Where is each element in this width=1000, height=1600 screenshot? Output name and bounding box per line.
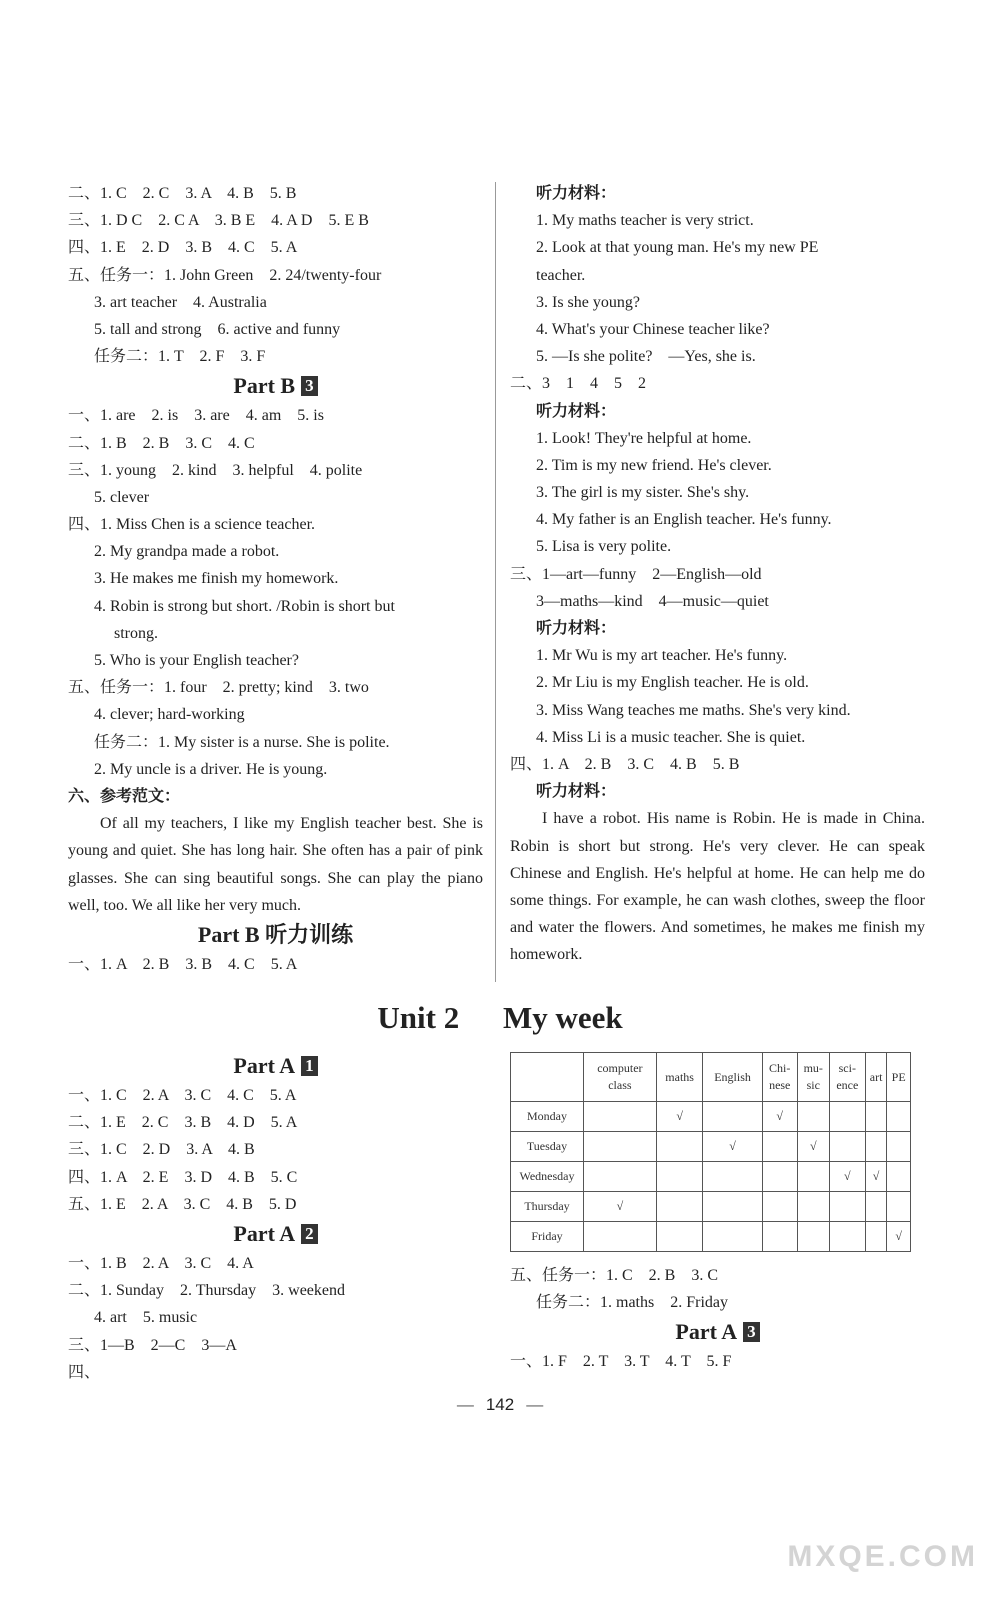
answer-line: 4. Robin is strong but short. /Robin is short but (94, 597, 395, 615)
part-title: Part A (675, 1319, 738, 1345)
answer-line: 听力材料： (536, 402, 617, 420)
answer-line: 2. Tim is my new friend. He's clever. (536, 456, 772, 474)
answer-line: 二、1. E 2. C 3. B 4. D 5. A (68, 1114, 298, 1132)
schedule-cell (829, 1192, 865, 1222)
answer-line: strong. (114, 624, 158, 642)
unit2-right-answers (510, 1262, 925, 1376)
part-heading (510, 1316, 925, 1348)
answer-line: 2. My grandpa made a robot. (94, 543, 280, 561)
answer-line: 5. Who is your English teacher? (94, 652, 299, 669)
unit2-right-column (510, 1052, 925, 1376)
answer-line: 一、1. A 2. B 3. B 4. C 5. A (68, 955, 298, 973)
answer-line: 5. tall and strong 6. active and funny (94, 320, 341, 338)
answer-line: 任务二：1. My sister is a nurse. She is polite. (94, 733, 390, 751)
part-number-badge: 3 (743, 1322, 760, 1342)
part-number-badge: 1 (301, 1056, 318, 1076)
schedule-row (511, 1192, 911, 1222)
schedule-day: Tuesday (511, 1132, 584, 1162)
schedule-cell (887, 1102, 911, 1132)
answer-line: 3—maths—kind 4—music—quiet (536, 592, 769, 610)
answer-line: 四、 (68, 1363, 101, 1381)
schedule-cell (865, 1102, 886, 1132)
schedule-subject-header: Chi- nese (762, 1053, 797, 1102)
answer-line: 5. Lisa is very polite. (536, 538, 672, 556)
schedule-cell (584, 1132, 657, 1162)
paragraph: Of all my teachers, I like my English teacher best. She is young and quiet. She has long hair. She often has a pair of pink glasses. She can sing beautiful songs. She can play the piano well, too. We all like her very much. (68, 815, 483, 914)
schedule-table (510, 1052, 911, 1252)
schedule-subject-header: art (865, 1053, 886, 1102)
schedule-row (511, 1132, 911, 1162)
answer-line: 一、1. F 2. T 3. T 4. T 5. F (510, 1353, 732, 1371)
part-title: Part A (233, 1220, 296, 1246)
unit-heading (0, 1000, 1000, 1036)
schedule-cell (887, 1132, 911, 1162)
answer-line: 四、1. A 2. B 3. C 4. B 5. B (510, 755, 740, 773)
answer-line: 1. My maths teacher is very strict. (536, 212, 754, 230)
answer-line: 2. Mr Liu is my English teacher. He is old. (536, 674, 809, 692)
answer-line: 二、1. Sunday 2. Thursday 3. weekend (68, 1282, 346, 1300)
answer-line: 二、1. C 2. C 3. A 4. B 5. B (68, 185, 297, 202)
schedule-subject-header: PE (887, 1053, 911, 1102)
schedule-subject-header: sci- ence (829, 1053, 865, 1102)
column-divider (495, 182, 496, 982)
answer-line: 听力材料： (536, 185, 617, 202)
schedule-subject-header: computer class (584, 1053, 657, 1102)
answer-line: 二、3 1 4 5 2 (510, 375, 647, 393)
answer-line: 3. Miss Wang teaches me maths. She's very kind. (536, 701, 851, 719)
schedule-cell (887, 1192, 911, 1222)
schedule-cell (865, 1132, 886, 1162)
answer-line: 三、1. D C 2. C A 3. B E 4. A D 5. E B (68, 212, 369, 230)
schedule-corner (511, 1053, 584, 1102)
schedule-row (511, 1222, 911, 1252)
schedule-check-mark: √ (887, 1222, 911, 1252)
schedule-row (511, 1162, 911, 1192)
answer-line: 三、1. young 2. kind 3. helpful 4. polite (68, 461, 363, 479)
answer-line: 四、1. Miss Chen is a science teacher. (68, 516, 316, 534)
schedule-cell (584, 1162, 657, 1192)
schedule-cell (797, 1162, 829, 1192)
answer-line: 4. art 5. music (94, 1309, 198, 1327)
answer-line: 二、1. B 2. B 3. C 4. C (68, 434, 255, 452)
schedule-cell (797, 1222, 829, 1252)
unit2-left-column (68, 1050, 483, 1386)
answer-line: 一、1. are 2. is 3. are 4. am 5. is (68, 407, 324, 425)
answer-line: 2. My uncle is a driver. He is young. (94, 760, 328, 778)
schedule-day: Thursday (511, 1192, 584, 1222)
answer-line: 4. clever; hard-working (94, 706, 245, 724)
schedule-check-mark: √ (703, 1132, 762, 1162)
answer-line: 六、参考范文： (68, 787, 181, 805)
answer-line: 4. Miss Li is a music teacher. She is quiet. (536, 728, 806, 746)
schedule-cell (584, 1222, 657, 1252)
schedule-cell (656, 1222, 703, 1252)
answer-line: 四、1. E 2. D 3. B 4. C 5. A (68, 239, 298, 257)
answer-line: 任务二：1. T 2. F 3. F (94, 348, 266, 366)
part-heading (68, 1050, 483, 1082)
schedule-check-mark: √ (656, 1102, 703, 1132)
schedule-cell (829, 1222, 865, 1252)
schedule-cell (584, 1102, 657, 1132)
right-column (510, 180, 925, 969)
unit-title: My week (502, 1000, 623, 1035)
schedule-check-mark: √ (762, 1102, 797, 1132)
answer-line: 1. Mr Wu is my art teacher. He's funny. (536, 647, 788, 665)
schedule-cell (865, 1192, 886, 1222)
schedule-cell (865, 1222, 886, 1252)
schedule-cell (656, 1162, 703, 1192)
watermark-logo: MXQE.COM (787, 1540, 978, 1573)
answer-line: 三、1—art—funny 2—English—old (510, 565, 762, 583)
schedule-cell (703, 1222, 762, 1252)
schedule-cell (762, 1192, 797, 1222)
answer-line: 1. Look! They're helpful at home. (536, 429, 752, 447)
schedule-row (511, 1102, 911, 1132)
schedule-subject-header: mu- sic (797, 1053, 829, 1102)
schedule-header-row (511, 1053, 911, 1102)
answer-line: 五、1. E 2. A 3. C 4. B 5. D (68, 1195, 297, 1213)
paragraph: I have a robot. His name is Robin. He is made in China. Robin is short but strong. He's very clever. He can speak Chinese and English. He's helpful at home. He can help me do some things. For example, he can wash clothes, sweep the floor and water the flowers. And sometimes, he makes me finish my homework. (510, 810, 925, 964)
schedule-cell (762, 1222, 797, 1252)
answer-line: 3. The girl is my sister. She's shy. (536, 484, 750, 502)
unit-number: Unit 2 (377, 1000, 460, 1035)
answer-line: 一、1. C 2. A 3. C 4. C 5. A (68, 1087, 297, 1104)
schedule-check-mark: √ (829, 1162, 865, 1192)
answer-line: 5. clever (94, 488, 150, 506)
part-number-badge: 2 (301, 1224, 318, 1244)
schedule-cell (762, 1162, 797, 1192)
schedule-cell (703, 1192, 762, 1222)
part-number-badge: 3 (301, 376, 318, 396)
answer-line: 一、1. B 2. A 3. C 4. A (68, 1254, 254, 1272)
schedule-check-mark: √ (797, 1132, 829, 1162)
schedule-cell (887, 1162, 911, 1192)
left-column (68, 180, 483, 978)
schedule-cell (829, 1102, 865, 1132)
schedule-check-mark: √ (584, 1192, 657, 1222)
answer-line: 5. —Is she polite? —Yes, she is. (536, 348, 756, 366)
answer-line: 4. My father is an English teacher. He's funny. (536, 511, 832, 529)
answer-line: 2. Look at that young man. He's my new PE (536, 239, 819, 257)
answer-line: 听力材料： (536, 783, 617, 801)
page-number: 142 (485, 1395, 515, 1414)
part-heading (68, 919, 483, 951)
schedule-subject-header: English (703, 1053, 762, 1102)
part-title: Part A (233, 1053, 296, 1078)
part-heading (68, 1218, 483, 1250)
schedule-subject-header: maths (656, 1053, 703, 1102)
answer-line: 四、1. A 2. E 3. D 4. B 5. C (68, 1168, 298, 1186)
schedule-day: Friday (511, 1222, 584, 1252)
answer-line: 3. He makes me finish my homework. (94, 570, 339, 588)
part-title: Part B (233, 373, 296, 399)
schedule-cell (656, 1132, 703, 1162)
page-footer: — 142 — (456, 1395, 544, 1414)
schedule-day: Wednesday (511, 1162, 584, 1192)
answer-line: teacher. (536, 266, 586, 284)
answer-line: 4. What's your Chinese teacher like? (536, 320, 770, 338)
schedule-cell (703, 1102, 762, 1132)
answer-line: 三、1. C 2. D 3. A 4. B (68, 1141, 255, 1159)
answer-line: 任务二：1. maths 2. Friday (536, 1294, 728, 1312)
answer-line: 听力材料： (536, 620, 617, 637)
answer-line: 3. Is she young? (536, 293, 640, 311)
schedule-check-mark: √ (865, 1162, 886, 1192)
part-heading (68, 370, 483, 402)
answer-line: 五、任务一：1. C 2. B 3. C (510, 1267, 719, 1284)
answer-line: 五、任务一：1. John Green 2. 24/twenty-four (68, 266, 382, 284)
answer-line: 三、1—B 2—C 3—A (68, 1336, 237, 1354)
schedule-cell (762, 1132, 797, 1162)
schedule-cell (656, 1192, 703, 1222)
answer-line: 3. art teacher 4. Australia (94, 293, 267, 311)
schedule-day: Monday (511, 1102, 584, 1132)
schedule-cell (797, 1192, 829, 1222)
answer-line: 五、任务一：1. four 2. pretty; kind 3. two (68, 679, 369, 697)
part-title: Part B 听力训练 (197, 921, 354, 947)
schedule-cell (797, 1102, 829, 1132)
schedule-cell (829, 1132, 865, 1162)
schedule-cell (703, 1162, 762, 1192)
